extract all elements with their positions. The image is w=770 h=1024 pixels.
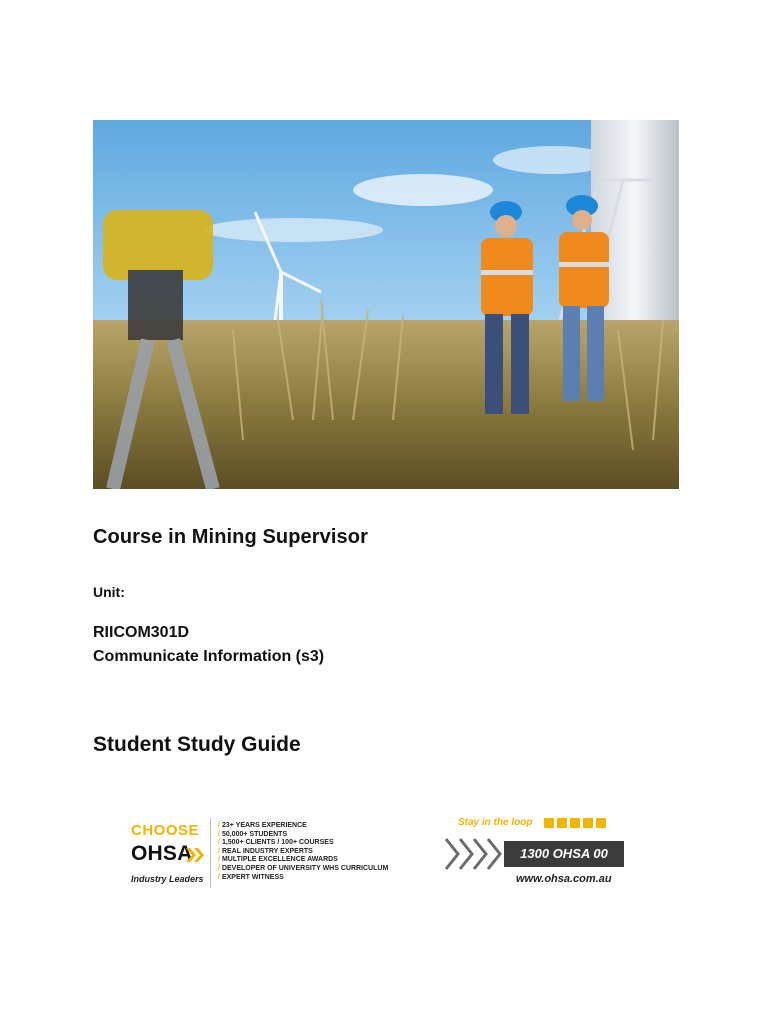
phone-number[interactable]: 1300 OHSA 00 bbox=[504, 841, 624, 867]
fact-item: / REAL INDUSTRY EXPERTS bbox=[218, 847, 313, 855]
tagline: Industry Leaders bbox=[131, 874, 204, 884]
chevrons-icon bbox=[444, 837, 504, 871]
unit-name: Communicate Information (s3) bbox=[93, 648, 325, 665]
fact-item: / EXPERT WITNESS bbox=[218, 873, 284, 881]
choose-label: CHOOSE bbox=[131, 822, 200, 839]
contact-block bbox=[444, 815, 634, 890]
google-plus-icon[interactable] bbox=[596, 818, 606, 828]
youtube-icon[interactable] bbox=[583, 818, 593, 828]
divider bbox=[210, 818, 211, 888]
fact-item: / 50,000+ STUDENTS bbox=[218, 830, 288, 838]
social-icons bbox=[544, 818, 606, 828]
instagram-icon[interactable] bbox=[557, 818, 567, 828]
website-link[interactable]: www.ohsa.com.au bbox=[516, 873, 612, 885]
fact-item: / MULTIPLE EXCELLENCE AWARDS bbox=[218, 856, 338, 864]
ohsa-brand-block bbox=[128, 818, 408, 890]
cover-photo bbox=[93, 120, 679, 489]
unit-code: RIICOM301D bbox=[93, 624, 190, 641]
fact-item: / 23+ YEARS EXPERIENCE bbox=[218, 822, 307, 829]
ohsa-logo-text: OHSA bbox=[131, 842, 193, 865]
chevron-right-icon bbox=[186, 848, 206, 862]
cover-photo-illustration bbox=[93, 120, 679, 489]
stay-in-loop-label: Stay in the loop bbox=[458, 817, 533, 828]
unit-label: Unit: bbox=[93, 584, 125, 600]
fact-item: / 1,500+ CLIENTS / 100+ COURSES bbox=[218, 839, 334, 847]
facebook-icon[interactable] bbox=[544, 818, 554, 828]
fact-item: / DEVELOPER OF UNIVERSITY WHS CURRICULUM bbox=[218, 864, 389, 872]
document-title: Course in Mining Supervisor bbox=[93, 526, 368, 548]
guide-title: Student Study Guide bbox=[93, 733, 301, 756]
twitter-icon[interactable] bbox=[570, 818, 580, 828]
facts-list bbox=[218, 822, 388, 882]
